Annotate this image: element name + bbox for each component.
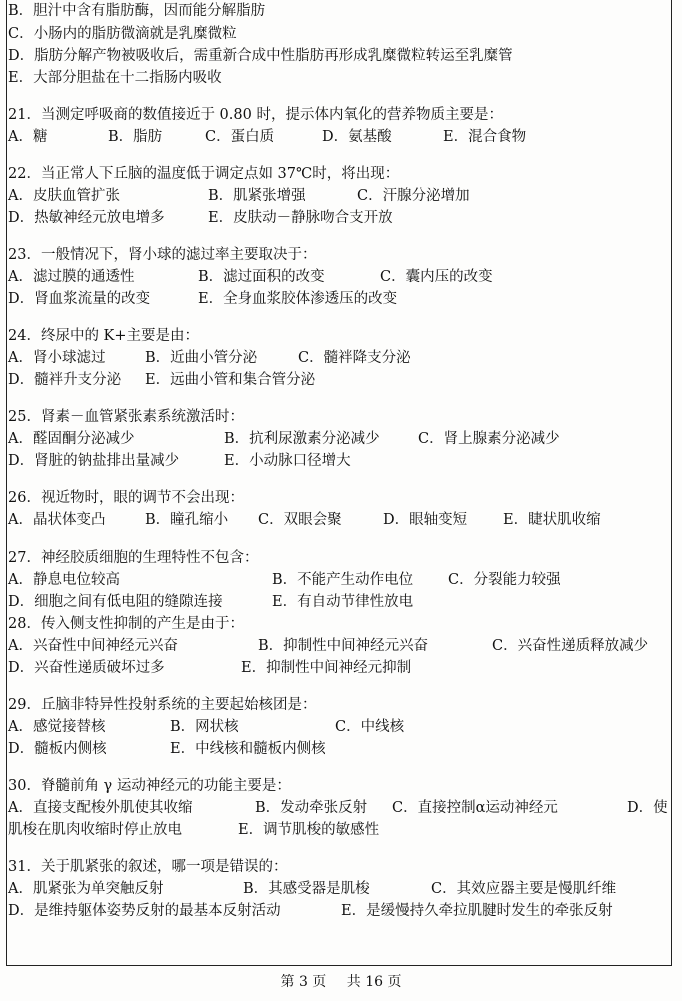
q22-option-e: E．皮肤动－静脉吻合支开放: [208, 210, 393, 226]
q21-option-a: A．糖: [8, 129, 48, 145]
q29-option-c: C．中线核: [335, 719, 405, 735]
q23-option-a: A．滤过膜的通透性: [8, 269, 135, 285]
q25-option-d: D．肾脏的钠盐排出量减少: [8, 453, 180, 469]
page-footer: [0, 973, 682, 991]
question-28-stem: 28．传入侧支性抑制的产生是由于：: [8, 616, 244, 632]
question-25-stem: 25．肾素－血管紧张素系统激活时：: [8, 409, 244, 425]
q30-option-c: C．直接控制α运动神经元: [392, 800, 558, 816]
q31-option-d: D．是维持躯体姿势反射的最基本反射活动: [8, 903, 281, 919]
q30-option-b: B．发动牵张反射: [255, 800, 368, 816]
q25-option-c: C．肾上腺素分泌减少: [418, 431, 560, 447]
q30-option-d: D．使: [627, 800, 668, 816]
q28-option-d: D．兴奋性递质破坏过多: [8, 660, 165, 676]
q25-option-e: E．小动脉口径增大: [224, 453, 351, 469]
q27-option-c: C．分裂能力较强: [448, 572, 561, 588]
q26-option-c: C．双眼会聚: [258, 512, 342, 528]
q29-option-b: B．网状核: [170, 719, 239, 735]
q23-option-e: E．全身血浆胶体渗透压的改变: [198, 291, 398, 307]
q24-option-a: A．肾小球滤过: [8, 350, 106, 366]
q22-option-c: C．汗腺分泌增加: [357, 188, 470, 204]
q29-option-e: E．中线核和髓板内侧核: [170, 741, 326, 757]
q25-option-b: B．抗利尿激素分泌减少: [224, 431, 380, 447]
q25-option-a: A．醛固酮分泌减少: [8, 431, 135, 447]
option-line: C．小肠内的脂肪微滴就是乳糜微粒: [8, 26, 237, 42]
q27-option-e: E．有自动节律性放电: [272, 594, 414, 610]
question-23-stem: 23．一般情况下，肾小球的滤过率主要取决于：: [8, 247, 317, 263]
q31-option-e: E．是缓慢持久牵拉肌腱时发生的牵张反射: [341, 903, 613, 919]
q27-option-d: D．细胞之间有低电阻的缝隙连接: [8, 594, 223, 610]
q28-option-e: E．抑制性中间神经元抑制: [241, 660, 412, 676]
q26-option-a: A．晶状体变凸: [8, 512, 106, 528]
q24-option-d: D．髓袢升支分泌: [8, 372, 122, 388]
q21-option-e: E．混合食物: [443, 129, 527, 145]
q21-option-c: C．蛋白质: [205, 129, 275, 145]
q22-option-a: A．皮肤血管扩张: [8, 188, 120, 204]
question-29-stem: 29．丘脑非特异性投射系统的主要起始核团是：: [8, 697, 317, 713]
option-line: D．脂肪分解产物被吸收后，需重新合成中性脂肪再形成乳糜微粒转运至乳糜管: [8, 48, 513, 64]
q30-option-d-continued: 肌梭在肌肉收缩时停止放电: [8, 822, 182, 838]
q31-option-a: A．肌紧张为单突触反射: [8, 881, 164, 897]
q29-option-a: A．感觉接替核: [8, 719, 106, 735]
q28-option-b: B．抑制性中间神经元兴奋: [258, 638, 429, 654]
q23-option-d: D．肾血浆流量的改变: [8, 291, 151, 307]
question-21-stem: 21．当测定呼吸商的数值接近于 0.80 时，提示体内氧化的营养物质主要是：: [8, 107, 503, 123]
q28-option-c: C．兴奋性递质释放减少: [492, 638, 649, 654]
q21-option-b: B．脂肪: [108, 129, 163, 145]
q24-option-b: B．近曲小管分泌: [145, 350, 258, 366]
q27-option-a: A．静息电位较高: [8, 572, 120, 588]
q23-option-b: B．滤过面积的改变: [198, 269, 325, 285]
q27-option-b: B．不能产生动作电位: [272, 572, 414, 588]
q26-option-e: E．睫状肌收缩: [503, 512, 601, 528]
question-30-stem: 30．脊髓前角 γ 运动神经元的功能主要是：: [8, 778, 291, 794]
q28-option-a: A．兴奋性中间神经元兴奋: [8, 638, 178, 654]
q31-option-b: B．其感受器是肌梭: [243, 881, 370, 897]
page-total: 共 16 页: [346, 974, 402, 990]
q22-option-b: B．肌紧张增强: [208, 188, 306, 204]
q30-option-e: E．调节肌梭的敏感性: [238, 822, 380, 838]
q24-option-c: C．髓袢降支分泌: [298, 350, 411, 366]
q24-option-e: E．远曲小管和集合管分泌: [145, 372, 316, 388]
question-24-stem: 24．终尿中的 K+主要是由：: [8, 328, 200, 344]
option-line: E．大部分胆盐在十二指肠内吸收: [8, 70, 222, 86]
question-22-stem: 22．当正常人下丘脑的温度低于调定点如 37℃时，将出现：: [8, 166, 400, 182]
page-number: 第 3 页: [280, 974, 327, 990]
q30-option-a: A．直接支配梭外肌使其收缩: [8, 800, 193, 816]
q29-option-d: D．髓板内侧核: [8, 741, 107, 757]
q26-option-b: B．瞳孔缩小: [145, 512, 229, 528]
question-27-stem: 27．神经胶质细胞的生理特性不包含：: [8, 550, 259, 566]
question-31-stem: 31．关于肌紧张的叙述，哪一项是错误的：: [8, 859, 288, 875]
q26-option-d: D．眼轴变短: [383, 512, 468, 528]
option-line: B．胆汁中含有脂肪酶，因而能分解脂肪: [8, 3, 266, 19]
q22-option-d: D．热敏神经元放电增多: [8, 210, 165, 226]
q23-option-c: C．囊内压的改变: [380, 269, 493, 285]
q21-option-d: D．氨基酸: [322, 129, 392, 145]
question-26-stem: 26．视近物时，眼的调节不会出现：: [8, 490, 244, 506]
q31-option-c: C．其效应器主要是慢肌纤维: [431, 881, 617, 897]
